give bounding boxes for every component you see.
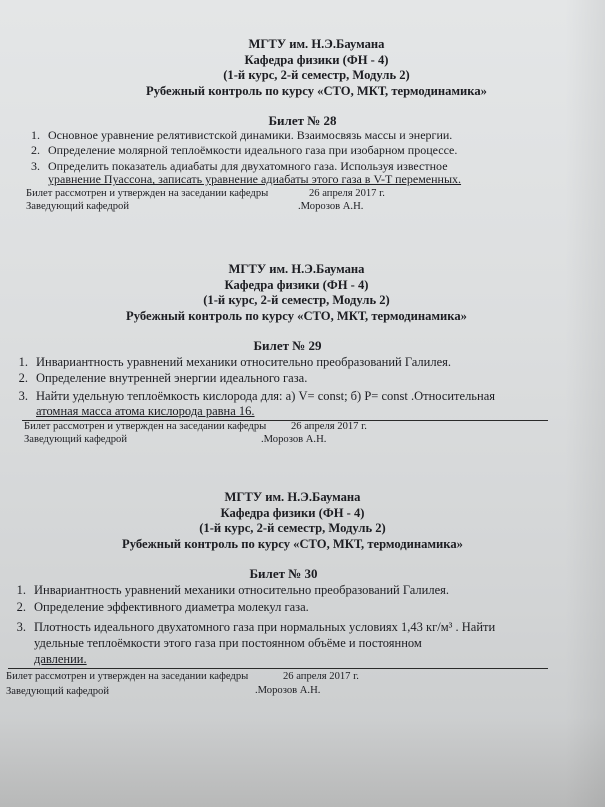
head-signature: .Морозов А.Н. (261, 434, 327, 445)
paper-shadow-bottom (0, 717, 605, 807)
university-name: МГТУ им. Н.Э.Баумана (248, 37, 385, 51)
course-info: (1-й курс, 2-й семестр, Модуль 2) (199, 521, 386, 535)
ticket-header (0, 262, 599, 324)
head-signature: .Морозов А.Н. (255, 685, 321, 696)
approval-block (26, 188, 605, 214)
ticket-header (14, 37, 605, 99)
exam-subject: Рубежный контроль по курсу «СТО, МКТ, термодинамика» (122, 536, 463, 551)
department-head-label: Заведующий кафедрой (6, 685, 110, 697)
question-item: 1. Основное уравнение релятивистской динамики. Взаимосвязь массы и энергии. (31, 128, 453, 142)
question-text-continued: удельные теплоёмкости этого газа при постоянном объёме и постоянном (34, 636, 422, 650)
university-name: МГТУ им. Н.Э.Баумана (228, 262, 365, 276)
question-list (22, 129, 582, 187)
course-info: (1-й курс, 2-й семестр, Модуль 2) (203, 293, 390, 307)
department-name: Кафедра физики (ФН - 4) (220, 505, 365, 520)
question-text: Определение эффективного диаметра молекул газа. (34, 600, 309, 614)
university-name: МГТУ им. Н.Э.Баумана (224, 490, 361, 504)
approval-date: 26 апреля 2017 г. (309, 188, 385, 200)
question-item: 2. Определение молярной теплоёмкости идеального газа при изобарном процессе. (31, 142, 458, 157)
separator-line (8, 668, 548, 669)
question-text: Найти удельную теплоёмкость кислорода для: а) V= const; б) P= const .Относительная (36, 389, 495, 403)
question-text: Инвариантность уравнений механики относительно преобразований Галилея. (34, 583, 450, 597)
question-text: Основное уравнение релятивистской динамики. Взаимосвязь массы и энергии. (48, 128, 453, 142)
department-name: Кафедра физики (ФН - 4) (244, 52, 389, 67)
ticket-title: Билет № 28 (268, 113, 337, 128)
head-signature: .Морозов А.Н. (298, 201, 364, 213)
question-text: Плотность идеального двухатомного газа при нормальных условиях 1,43 кг/м³ . Найти (34, 620, 496, 634)
approval-text: Билет рассмотрен и утвержден на заседании кафедры (26, 188, 269, 200)
question-item: 3. Найти удельную теплоёмкость кислорода для: а) V= const; б) P= const .Относительная атомная масса атома кислорода равна 16. (18, 389, 495, 418)
question-text: Инвариантность уравнений механики относительно преобразований Галилея. (36, 355, 452, 369)
course-info: (1-й курс, 2-й семестр, Модуль 2) (223, 68, 410, 82)
ticket-28 (0, 37, 605, 214)
question-item: 2. Определение внутренней энергии идеального газа. (18, 371, 308, 385)
question-item: 2. Определение эффективного диаметра молекул газа. (16, 600, 309, 614)
question-item: 3. Плотность идеального двухатомного газа при нормальных условиях 1,43 кг/м³ . Найти удельные теплоёмкости этого газа при постоянном объёме и постоянном давлении. (16, 620, 496, 666)
question-text-continued: уравнение Пуассона, записать уравнение адиабаты этого газа в V-T переменных. (48, 172, 462, 187)
question-item: 1. Инвариантность уравнений механики относительно преобразований Галилея. (18, 355, 452, 369)
question-list (10, 354, 590, 419)
approval-block (6, 671, 605, 697)
approval-date: 26 апреля 2017 г. (283, 671, 359, 682)
ticket-30 (0, 490, 605, 697)
question-text: Определение молярной теплоёмкости идеального газа при изобарном процессе. (48, 142, 458, 157)
approval-text: Билет рассмотрен и утвержден на заседании кафедры (24, 421, 267, 432)
exam-subject: Рубежный контроль по курсу «СТО, МКТ, термодинамика» (146, 83, 487, 98)
question-text-continued: атомная масса атома кислорода равна 16. (36, 404, 255, 418)
approval-text: Билет рассмотрен и утвержден на заседании кафедры (6, 671, 249, 682)
ticket-title: Билет № 30 (249, 566, 318, 581)
ticket-29 (0, 262, 605, 447)
department-name: Кафедра физики (ФН - 4) (224, 277, 369, 292)
question-list (8, 582, 560, 667)
question-item: 1. Инвариантность уравнений механики относительно преобразований Галилея. (16, 583, 450, 597)
ticket-header (0, 490, 595, 552)
exam-subject: Рубежный контроль по курсу «СТО, МКТ, термодинамика» (126, 308, 467, 323)
ticket-title: Билет № 29 (253, 338, 322, 353)
question-text: Определить показатель адиабаты для двухатомного газа. Используя известное (48, 158, 448, 173)
question-item: 3. Определить показатель адиабаты для двухатомного газа. Используя известное уравнение Пуассона, записать уравнение адиабаты этого газа в V-T переменных. (31, 158, 462, 187)
question-text-continued: давлении. (34, 652, 87, 666)
approval-date: 26 апреля 2017 г. (291, 421, 367, 432)
department-head-label: Заведующий кафедрой (26, 200, 130, 212)
department-head-label: Заведующий кафедрой (24, 433, 128, 445)
question-text: Определение внутренней энергии идеального газа. (36, 371, 308, 385)
approval-block (24, 421, 605, 447)
